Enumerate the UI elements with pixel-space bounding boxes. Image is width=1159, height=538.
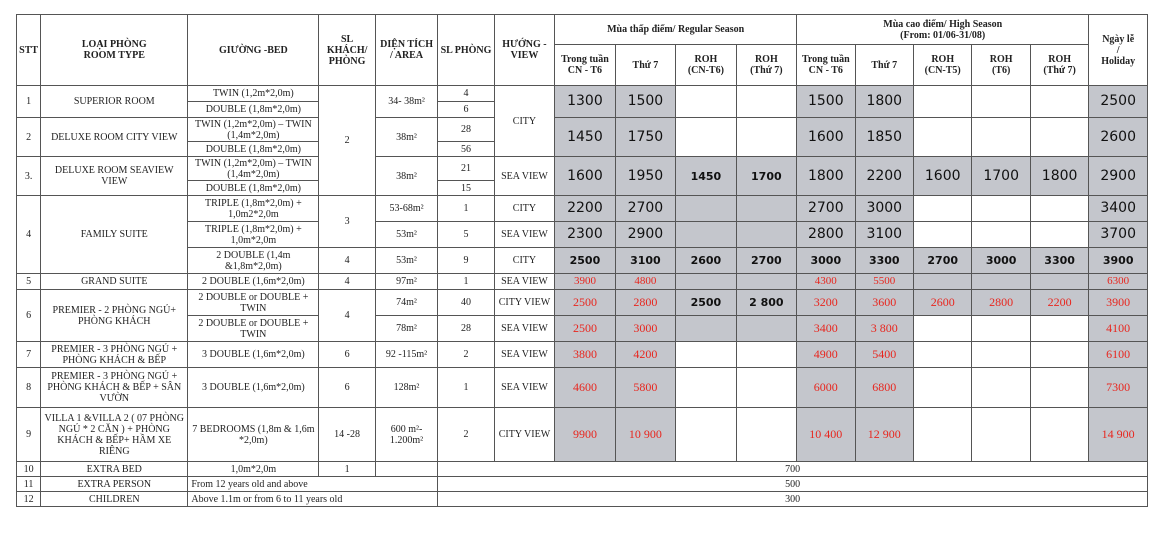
row-4-bed-triple-b: TRIPLE (1,8m*2,0m) + 1,0m*2,0m bbox=[188, 222, 319, 248]
price-cell: 1800 bbox=[797, 157, 855, 196]
price-cell: 3400 bbox=[1089, 196, 1148, 222]
price-cell bbox=[676, 118, 736, 157]
price-cell: 1850 bbox=[855, 118, 913, 157]
price-cell: 1750 bbox=[615, 118, 675, 157]
price-cell: 6300 bbox=[1089, 274, 1148, 290]
price-cell: 2500 bbox=[555, 248, 615, 274]
price-cell: 2300 bbox=[555, 222, 615, 248]
row-11-price: 500 bbox=[438, 477, 1148, 492]
row-1-area: 34- 38m² bbox=[375, 86, 437, 118]
price-cell: 2900 bbox=[615, 222, 675, 248]
row-3-stt: 3. bbox=[17, 157, 41, 196]
row-10-price: 700 bbox=[438, 462, 1148, 477]
row-4-bed-triple: TRIPLE (1,8m*2,0m) + 1,0m2*2,0m bbox=[188, 196, 319, 222]
price-cell: 1500 bbox=[797, 86, 855, 118]
row-2-stt: 2 bbox=[17, 118, 41, 157]
header-high-roh-weekday: ROH (CN-T5) bbox=[913, 45, 971, 86]
row-1-stt: 1 bbox=[17, 86, 41, 118]
row-2-rooms-double: 56 bbox=[438, 142, 494, 157]
row-6-bed-b: 2 DOUBLE or DOUBLE + TWIN bbox=[188, 316, 319, 342]
price-cell: 6100 bbox=[1089, 342, 1148, 368]
row-10-name: EXTRA BED bbox=[41, 462, 188, 477]
price-cell: 2800 bbox=[615, 290, 675, 316]
price-cell: 1800 bbox=[855, 86, 913, 118]
header-regular-roh-weekday: ROH (CN-T6) bbox=[676, 45, 736, 86]
price-cell: 3900 bbox=[1089, 290, 1148, 316]
price-cell bbox=[676, 86, 736, 118]
price-cell: 2500 bbox=[676, 290, 736, 316]
price-cell bbox=[913, 368, 971, 408]
price-cell: 2 800 bbox=[736, 290, 796, 316]
price-cell: 7300 bbox=[1089, 368, 1148, 408]
price-cell: 14 900 bbox=[1089, 408, 1148, 462]
price-cell bbox=[913, 196, 971, 222]
row-9-rooms: 2 bbox=[438, 408, 494, 462]
row-4-guests-double: 4 bbox=[319, 248, 375, 274]
price-cell bbox=[1030, 368, 1088, 408]
row-8-name: PREMIER - 3 PHÒNG NGỦ + PHÒNG KHÁCH & BẾP + SÂN VƯỜN bbox=[41, 368, 188, 408]
price-cell: 3900 bbox=[1089, 248, 1148, 274]
price-cell: 10 900 bbox=[615, 408, 675, 462]
rate-table-sheet bbox=[16, 14, 1148, 524]
header-regular-saturday: Thứ 7 bbox=[615, 45, 675, 86]
price-cell bbox=[913, 86, 971, 118]
price-cell: 3000 bbox=[855, 196, 913, 222]
header-stt: STT bbox=[17, 15, 41, 86]
row-5-bed: 2 DOUBLE (1,6m*2,0m) bbox=[188, 274, 319, 290]
price-cell bbox=[972, 118, 1030, 157]
row-7-bed: 3 DOUBLE (1,6m*2,0m) bbox=[188, 342, 319, 368]
price-cell: 4600 bbox=[555, 368, 615, 408]
price-cell bbox=[676, 342, 736, 368]
price-cell: 3000 bbox=[797, 248, 855, 274]
row-6-guests: 4 bbox=[319, 290, 375, 342]
row-2-name: DELUXE ROOM CITY VIEW bbox=[41, 118, 188, 157]
price-cell bbox=[913, 316, 971, 342]
price-cell: 4300 bbox=[797, 274, 855, 290]
row-6-name: PREMIER - 2 PHÒNG NGỦ+ PHÒNG KHÁCH bbox=[41, 290, 188, 342]
price-cell: 2700 bbox=[736, 248, 796, 274]
row-4-rooms-b: 5 bbox=[438, 222, 494, 248]
price-cell: 4900 bbox=[797, 342, 855, 368]
row-6-area-a: 74m² bbox=[375, 290, 437, 316]
price-cell bbox=[736, 196, 796, 222]
row-3-area: 38m² bbox=[375, 157, 437, 196]
row-10-bed: 1,0m*2,0m bbox=[188, 462, 319, 477]
price-cell: 1700 bbox=[736, 157, 796, 196]
price-cell bbox=[972, 368, 1030, 408]
price-cell: 3 800 bbox=[855, 316, 913, 342]
row-6-view-a: CITY VIEW bbox=[494, 290, 554, 316]
row-10-guests: 1 bbox=[319, 462, 375, 477]
row-5-stt: 5 bbox=[17, 274, 41, 290]
row-4-name: FAMILY SUITE bbox=[41, 196, 188, 274]
price-cell bbox=[913, 222, 971, 248]
price-cell bbox=[1030, 274, 1088, 290]
price-cell: 2700 bbox=[797, 196, 855, 222]
row-12-price: 300 bbox=[438, 492, 1148, 507]
header-regular-season: Mùa thấp điểm/ Regular Season bbox=[555, 15, 797, 45]
row-9-area: 600 m²- 1.200m² bbox=[375, 408, 437, 462]
row-4-view-a: CITY bbox=[494, 196, 554, 222]
price-cell: 3100 bbox=[615, 248, 675, 274]
price-cell: 3800 bbox=[555, 342, 615, 368]
row-8-view: SEA VIEW bbox=[494, 368, 554, 408]
row-4-stt: 4 bbox=[17, 196, 41, 274]
price-cell bbox=[972, 86, 1030, 118]
row-4-area-a: 53-68m² bbox=[375, 196, 437, 222]
row-7-guests: 6 bbox=[319, 342, 375, 368]
price-cell bbox=[736, 222, 796, 248]
price-cell: 2800 bbox=[972, 290, 1030, 316]
row-6-rooms-a: 40 bbox=[438, 290, 494, 316]
price-cell: 5500 bbox=[855, 274, 913, 290]
price-cell bbox=[972, 408, 1030, 462]
price-cell: 3000 bbox=[972, 248, 1030, 274]
price-cell: 1600 bbox=[913, 157, 971, 196]
price-cell: 4100 bbox=[1089, 316, 1148, 342]
header-area: DIỆN TÍCH / AREA bbox=[375, 15, 437, 86]
header-high-roh-saturday: ROH (Thứ 7) bbox=[1030, 45, 1088, 86]
price-cell bbox=[972, 316, 1030, 342]
row-11-note: From 12 years old and above bbox=[188, 477, 438, 492]
price-cell: 10 400 bbox=[797, 408, 855, 462]
price-cell bbox=[736, 274, 796, 290]
row-11-name: EXTRA PERSON bbox=[41, 477, 188, 492]
header-high-roh-friday: ROH (T6) bbox=[972, 45, 1030, 86]
price-cell bbox=[1030, 316, 1088, 342]
room-rate-table bbox=[16, 14, 1148, 507]
price-cell: 4800 bbox=[615, 274, 675, 290]
row-12-name: CHILDREN bbox=[41, 492, 188, 507]
price-cell bbox=[1030, 222, 1088, 248]
price-cell: 3700 bbox=[1089, 222, 1148, 248]
header-regular-weekday: Trong tuần CN - T6 bbox=[555, 45, 615, 86]
header-guests: SL KHÁCH/ PHÒNG bbox=[319, 15, 375, 86]
row-3-name: DELUXE ROOM SEAVIEW VIEW bbox=[41, 157, 188, 196]
row-5-area: 97m² bbox=[375, 274, 437, 290]
row-6-area-b: 78m² bbox=[375, 316, 437, 342]
price-cell bbox=[736, 86, 796, 118]
row-7-rooms: 2 bbox=[438, 342, 494, 368]
guests-rows-1-3: 2 bbox=[319, 86, 375, 196]
row-10-empty bbox=[375, 462, 437, 477]
price-cell bbox=[972, 274, 1030, 290]
row-1-rooms-double: 6 bbox=[438, 102, 494, 118]
price-cell bbox=[676, 274, 736, 290]
row-2-bed-double: DOUBLE (1,8m*2,0m) bbox=[188, 142, 319, 157]
row-6-view-b: SEA VIEW bbox=[494, 316, 554, 342]
price-cell: 2700 bbox=[615, 196, 675, 222]
price-cell: 6000 bbox=[797, 368, 855, 408]
row-7-view: SEA VIEW bbox=[494, 342, 554, 368]
price-cell: 2200 bbox=[1030, 290, 1088, 316]
price-cell bbox=[1030, 118, 1088, 157]
row-5-view: SEA VIEW bbox=[494, 274, 554, 290]
price-cell: 4200 bbox=[615, 342, 675, 368]
price-cell: 3300 bbox=[855, 248, 913, 274]
row-8-rooms: 1 bbox=[438, 368, 494, 408]
header-high-season: Mùa cao điểm/ High Season (From: 01/06-31/08) bbox=[797, 15, 1089, 45]
price-cell bbox=[736, 118, 796, 157]
row-6-rooms-b: 28 bbox=[438, 316, 494, 342]
price-cell: 3200 bbox=[797, 290, 855, 316]
price-cell bbox=[1030, 408, 1088, 462]
row-5-name: GRAND SUITE bbox=[41, 274, 188, 290]
row-4-view-c: CITY bbox=[494, 248, 554, 274]
price-cell: 1950 bbox=[615, 157, 675, 196]
price-cell bbox=[676, 368, 736, 408]
price-cell bbox=[972, 196, 1030, 222]
header-holiday: Ngày lễ / Holiday bbox=[1089, 15, 1148, 86]
row-2-rooms-twin: 28 bbox=[438, 118, 494, 142]
row-2-bed-twin: TWIN (1,2m*2,0m) – TWIN (1,4m*2,0m) bbox=[188, 118, 319, 142]
row-6-bed-a: 2 DOUBLE or DOUBLE + TWIN bbox=[188, 290, 319, 316]
price-cell: 3600 bbox=[855, 290, 913, 316]
price-cell bbox=[913, 118, 971, 157]
price-cell: 3000 bbox=[615, 316, 675, 342]
price-cell bbox=[972, 222, 1030, 248]
header-high-weekday: Trong tuần CN - T6 bbox=[797, 45, 855, 86]
row-8-bed: 3 DOUBLE (1,6m*2,0m) bbox=[188, 368, 319, 408]
row-5-rooms: 1 bbox=[438, 274, 494, 290]
row-4-view-b: SEA VIEW bbox=[494, 222, 554, 248]
price-cell: 1600 bbox=[797, 118, 855, 157]
price-cell bbox=[676, 196, 736, 222]
row-7-stt: 7 bbox=[17, 342, 41, 368]
price-cell: 1500 bbox=[615, 86, 675, 118]
row-4-area-c: 53m² bbox=[375, 248, 437, 274]
price-cell: 1300 bbox=[555, 86, 615, 118]
price-cell bbox=[1030, 342, 1088, 368]
row-12-stt: 12 bbox=[17, 492, 41, 507]
price-cell bbox=[676, 316, 736, 342]
row-5-guests: 4 bbox=[319, 274, 375, 290]
price-cell bbox=[736, 408, 796, 462]
price-cell: 2200 bbox=[855, 157, 913, 196]
price-cell: 2600 bbox=[1089, 118, 1148, 157]
price-cell: 1700 bbox=[972, 157, 1030, 196]
header-bed: GIƯỜNG -BED bbox=[188, 15, 319, 86]
price-cell bbox=[1030, 86, 1088, 118]
view-city-rows-1-2: CITY bbox=[494, 86, 554, 157]
price-cell: 2200 bbox=[555, 196, 615, 222]
price-cell: 3400 bbox=[797, 316, 855, 342]
price-cell bbox=[1030, 196, 1088, 222]
row-9-stt: 9 bbox=[17, 408, 41, 462]
price-cell: 3900 bbox=[555, 274, 615, 290]
row-4-guests-triple: 3 bbox=[319, 196, 375, 248]
header-regular-roh-saturday: ROH (Thứ 7) bbox=[736, 45, 796, 86]
price-cell: 9900 bbox=[555, 408, 615, 462]
row-1-name: SUPERIOR ROOM bbox=[41, 86, 188, 118]
row-2-area: 38m² bbox=[375, 118, 437, 157]
row-8-stt: 8 bbox=[17, 368, 41, 408]
price-cell bbox=[913, 408, 971, 462]
row-7-name: PREMIER - 3 PHÒNG NGỦ + PHÒNG KHÁCH & BẾP bbox=[41, 342, 188, 368]
row-4-rooms-c: 9 bbox=[438, 248, 494, 274]
header-view: HƯỚNG - VIEW bbox=[494, 15, 554, 86]
row-4-bed-double: 2 DOUBLE (1,4m &1,8m*2,0m) bbox=[188, 248, 319, 274]
row-9-name: VILLA 1 &VILLA 2 ( 07 PHÒNG NGỦ * 2 CĂN ) + PHÒNG KHÁCH & BẾP+ HẦM XE RIÊNG bbox=[41, 408, 188, 462]
price-cell bbox=[736, 368, 796, 408]
price-cell: 2800 bbox=[797, 222, 855, 248]
price-cell: 2500 bbox=[555, 290, 615, 316]
price-cell: 2500 bbox=[1089, 86, 1148, 118]
price-cell bbox=[736, 316, 796, 342]
price-cell: 3300 bbox=[1030, 248, 1088, 274]
row-9-guests: 14 -28 bbox=[319, 408, 375, 462]
price-cell: 2700 bbox=[913, 248, 971, 274]
row-3-bed-twin: TWIN (1,2m*2,0m) – TWIN (1,4m*2,0m) bbox=[188, 157, 319, 181]
price-cell: 1600 bbox=[555, 157, 615, 196]
header-room-type: LOẠI PHÒNG ROOM TYPE bbox=[41, 15, 188, 86]
row-3-rooms-double: 15 bbox=[438, 181, 494, 196]
row-1-bed-double: DOUBLE (1,8m*2,0m) bbox=[188, 102, 319, 118]
header-high-saturday: Thứ 7 bbox=[855, 45, 913, 86]
price-cell bbox=[736, 342, 796, 368]
row-3-view: SEA VIEW bbox=[494, 157, 554, 196]
price-cell: 3100 bbox=[855, 222, 913, 248]
row-1-rooms-twin: 4 bbox=[438, 86, 494, 102]
price-cell bbox=[972, 342, 1030, 368]
row-6-stt: 6 bbox=[17, 290, 41, 342]
price-cell: 12 900 bbox=[855, 408, 913, 462]
price-cell bbox=[913, 274, 971, 290]
price-cell bbox=[913, 342, 971, 368]
price-cell: 1450 bbox=[676, 157, 736, 196]
row-4-area-b: 53m² bbox=[375, 222, 437, 248]
row-8-area: 128m² bbox=[375, 368, 437, 408]
row-1-bed-twin: TWIN (1,2m*2,0m) bbox=[188, 86, 319, 102]
row-9-bed: 7 BEDROOMS (1,8m & 1,6m *2,0m) bbox=[188, 408, 319, 462]
row-7-area: 92 -115m² bbox=[375, 342, 437, 368]
price-cell: 2600 bbox=[913, 290, 971, 316]
row-10-stt: 10 bbox=[17, 462, 41, 477]
price-cell bbox=[676, 408, 736, 462]
row-9-view: CITY VIEW bbox=[494, 408, 554, 462]
row-3-rooms-twin: 21 bbox=[438, 157, 494, 181]
row-8-guests: 6 bbox=[319, 368, 375, 408]
price-cell: 5400 bbox=[855, 342, 913, 368]
header-rooms: SL PHÒNG bbox=[438, 15, 494, 86]
price-cell: 2600 bbox=[676, 248, 736, 274]
row-12-note: Above 1.1m or from 6 to 11 years old bbox=[188, 492, 438, 507]
row-4-rooms-a: 1 bbox=[438, 196, 494, 222]
price-cell: 6800 bbox=[855, 368, 913, 408]
price-cell: 5800 bbox=[615, 368, 675, 408]
price-cell: 1800 bbox=[1030, 157, 1088, 196]
row-11-stt: 11 bbox=[17, 477, 41, 492]
price-cell bbox=[676, 222, 736, 248]
price-cell: 1450 bbox=[555, 118, 615, 157]
price-cell: 2500 bbox=[555, 316, 615, 342]
price-cell: 2900 bbox=[1089, 157, 1148, 196]
row-3-bed-double: DOUBLE (1,8m*2,0m) bbox=[188, 181, 319, 196]
